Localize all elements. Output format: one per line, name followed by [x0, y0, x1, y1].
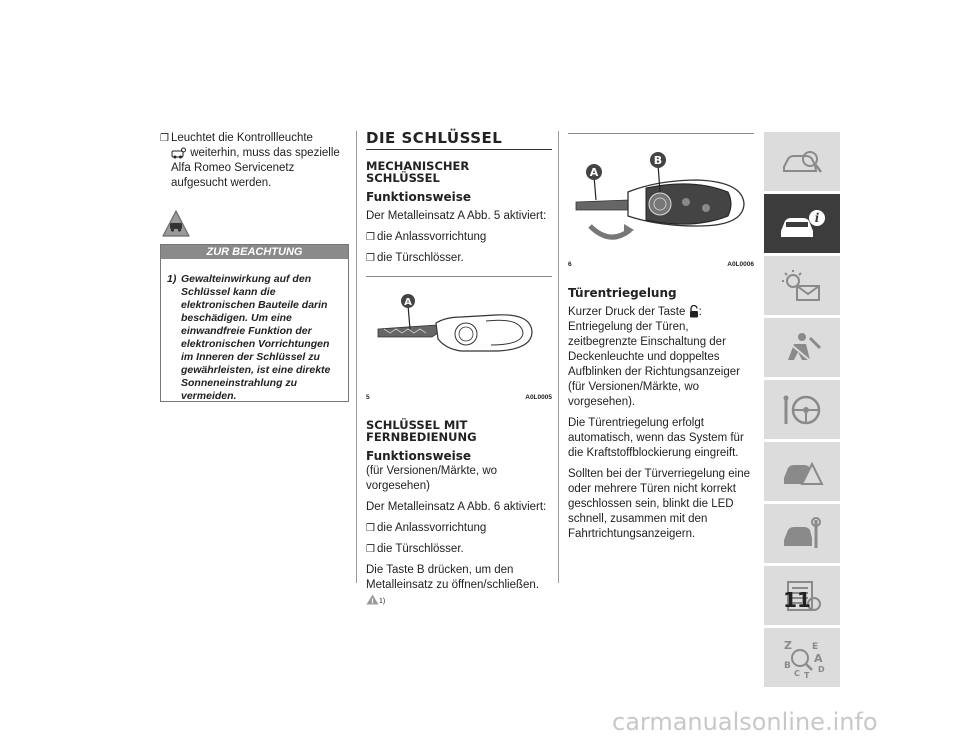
list-item: ❒ die Anlassvorrichtung — [366, 231, 487, 243]
airbag-person-icon — [780, 330, 824, 366]
car-tools-icon — [780, 516, 824, 552]
car-warning-icon — [780, 454, 824, 490]
figure-number: 6 — [568, 261, 572, 268]
svg-text:i: i — [814, 210, 820, 225]
watermark: carmanualsonline.info — [612, 708, 878, 736]
tab-starting-driving[interactable] — [764, 379, 840, 439]
tab-index[interactable] — [764, 627, 840, 687]
tab-maintenance[interactable] — [764, 503, 840, 563]
figure-6 — [568, 133, 754, 272]
column-middle: DIE SCHLÜSSEL MECHANISCHER SCHLÜSSEL Funktionsweise Der Metalleinsatz A Abb. 5 aktiviert: ❒ die Anlassvorrichtung ❒ die Türschlösser. A 5 A0L0005 SCHLÜSSEL MIT FERNBEDIENUNG Funktionsweise (für Versionen/Märkte, wo vorgesehen) Der Metalleinsatz A Abb. 6 aktiviert: ❒ die Anlassvorrichtung ❒ die Türschlösser. Die Taste B drücken, um den Metalleinsatz zu öffnen/schließen. ! 1) — [366, 129, 552, 606]
figure-code: A0L0005 — [525, 394, 552, 401]
subheading: Funktionsweise — [366, 449, 472, 463]
svg-text:A: A — [814, 651, 823, 665]
svg-text:T: T — [804, 670, 810, 678]
steering-wheel-icon — [780, 392, 824, 428]
tab-dashboard[interactable] — [764, 131, 840, 191]
svg-text:!: ! — [370, 597, 375, 606]
figure-5 — [366, 276, 552, 405]
subsection-title: SCHLÜSSEL MIT FERNBEDIENUNG — [366, 418, 477, 444]
page-number: 11 — [783, 588, 811, 612]
remote-key-image — [568, 134, 754, 252]
figure-label-a: A — [589, 166, 599, 179]
alphabet-index-icon — [778, 638, 826, 678]
subsection-title: MECHANISCHER SCHLÜSSEL — [366, 159, 470, 185]
svg-text:Z: Z — [784, 638, 792, 652]
tab-warning-lights[interactable] — [764, 255, 840, 315]
note-text: Gewalteinwirkung auf den Schlüssel kann die elektronischen Bauteile darin beschädigen. Um eine einwandfreie Funktion der elektronischen Vorrichtungen im Inneren der Schlüssel zu gewährleisten, ist eine direkte Sonneneinstrahlung zu vermeiden. — [181, 273, 331, 402]
figure-label-b: B — [653, 154, 663, 167]
tab-knowing-car[interactable] — [764, 193, 840, 253]
note-title: ZUR BEACHTUNG — [161, 245, 348, 259]
svg-text:E: E — [812, 641, 819, 652]
tab-emergency[interactable] — [764, 441, 840, 501]
svg-text:B: B — [784, 660, 791, 671]
section-title: DIE SCHLÜSSEL — [366, 131, 552, 150]
mechanical-key-image — [366, 277, 552, 385]
car-info-icon — [778, 207, 826, 241]
svg-text:C: C — [794, 668, 800, 678]
tab-safety[interactable] — [764, 317, 840, 377]
warning-bullet: ❒ Leuchtet die Kontrollleuchte weiterhin, muss das spezielle Alfa Romeo Servicenetz aufgesucht werden. — [160, 132, 340, 189]
svg-text:D: D — [818, 664, 825, 674]
column-divider — [558, 131, 559, 583]
subheading: Funktionsweise — [366, 190, 472, 204]
car-search-icon — [780, 145, 824, 179]
figure-code: A0L0006 — [727, 261, 754, 268]
list-item: ❒ die Anlassvorrichtung — [366, 522, 487, 534]
list-item: ❒ die Türschlösser. — [366, 543, 464, 555]
figure-label-a: A — [404, 297, 412, 308]
caution-note: ZUR BEACHTUNG 1) Gewalteinwirkung auf den Schlüssel kann die elektronischen Bauteile darin beschädigen. Um eine einwandfreie Funktion der elektronischen Vorrichtungen im Inneren der Schlüssel zu gewährleisten, ist eine direkte Sonneneinstrahlung zu vermeiden. — [160, 244, 349, 402]
column-right: A B 6 A0L0006 Türentriegelung Kurzer Druck der Taste : Entriegelung der Türen, zeitbegrenzte Einschaltung der Deckenleuchte und doppeltes Aufblinken der Richtungsanzeiger (für Versionen/Märkte, wo vorgesehen). Die Türentriegelung erfolgt automatisch, wenn das System für die Kraftstoffblockierung eingreift. Sollten bei der Türverriegelung eine oder mehrere Türen nicht korrekt geschlossen sein, blinkt die LED schnell, zusammen mit den Fahrtrichtungsanzeigern. — [568, 131, 754, 548]
warning-light-icon — [779, 268, 825, 304]
column-divider — [356, 131, 357, 583]
key-warning-light-icon — [171, 147, 187, 159]
column-left — [160, 131, 348, 197]
unlock-icon — [689, 305, 699, 318]
caution-triangle-icon — [161, 209, 191, 239]
figure-number: 5 — [366, 394, 370, 401]
list-item: ❒ die Türschlösser. — [366, 252, 464, 264]
subheading: Türentriegelung — [568, 286, 677, 300]
caution-triangle-icon — [366, 594, 379, 605]
